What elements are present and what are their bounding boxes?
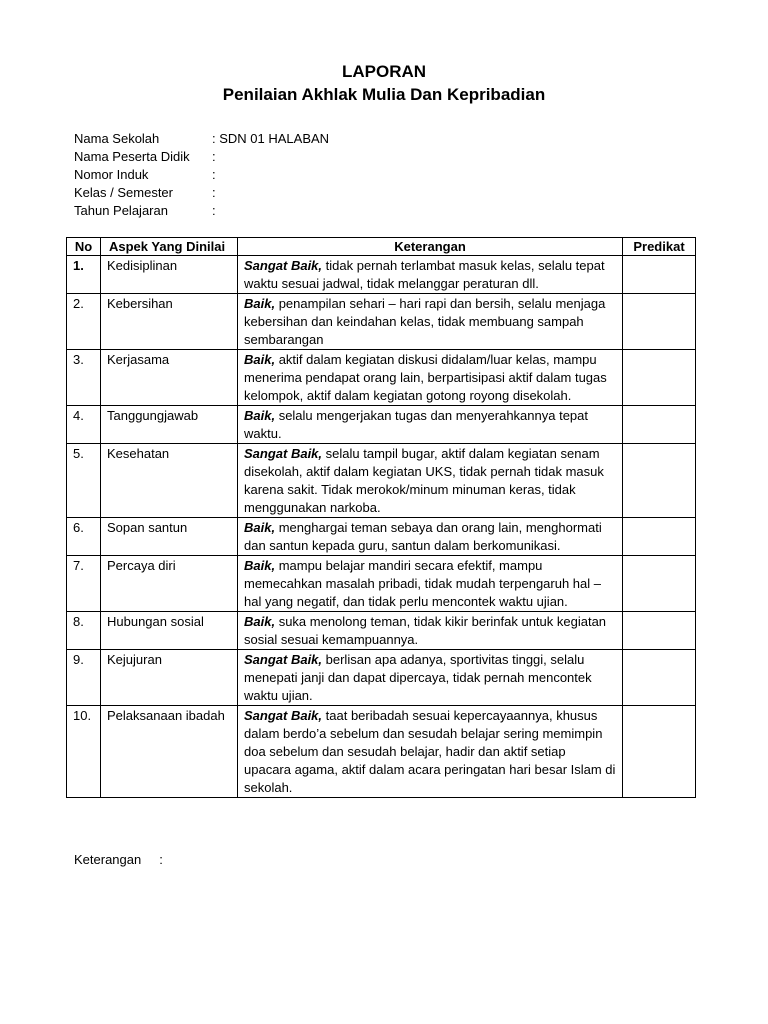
row-predikat xyxy=(623,444,696,518)
header-no: No xyxy=(67,238,101,256)
table-row xyxy=(67,650,696,706)
row-description xyxy=(238,256,623,294)
row-grade: Sangat Baik, xyxy=(244,708,323,723)
row-aspect: Percaya diri xyxy=(101,556,238,612)
row-aspect: Tanggungjawab xyxy=(101,406,238,444)
row-number: 5. xyxy=(67,444,101,518)
info-value: : xyxy=(212,185,216,200)
info-value: : SDN 01 HALABAN xyxy=(212,131,330,146)
info-row-academic-year xyxy=(74,202,329,220)
row-description xyxy=(238,350,623,406)
row-predikat xyxy=(623,556,696,612)
report-subtitle: Penilaian Akhlak Mulia Dan Kepribadian xyxy=(222,85,546,104)
row-number: 1. xyxy=(67,256,101,294)
row-description xyxy=(238,556,623,612)
row-predikat xyxy=(623,518,696,556)
row-grade: Baik, xyxy=(244,352,276,367)
table-row xyxy=(67,444,696,518)
table-row xyxy=(67,294,696,350)
row-grade: Baik, xyxy=(244,558,276,573)
row-description xyxy=(238,518,623,556)
row-description-text: taat beribadah sesuai kepercayaannya, khusus dalam berdo’a sebelum dan sesudah belajar sering memimpin doa sebelum dan sesudah belajar, hadir dan aktif setiap upacara agama, aktif dalam acara peringatan hari besar Islam di sekolah. xyxy=(244,708,616,795)
info-row-school xyxy=(74,130,329,148)
row-description-text: mampu belajar mandiri secara efektif, mampu memecahkan masalah pribadi, tidak mudah terpengaruh hal – hal yang negatif, dan tidak perlu mencontek waktu ujian. xyxy=(244,558,601,609)
row-grade: Baik, xyxy=(244,296,276,311)
row-number: 7. xyxy=(67,556,101,612)
row-predikat xyxy=(623,256,696,294)
row-predikat xyxy=(623,612,696,650)
table-row xyxy=(67,612,696,650)
row-predikat xyxy=(623,294,696,350)
info-value: : xyxy=(212,149,216,164)
row-aspect: Pelaksanaan ibadah xyxy=(101,706,238,798)
row-number: 3. xyxy=(67,350,101,406)
row-number: 4. xyxy=(67,406,101,444)
header-keterangan: Keterangan xyxy=(238,238,623,256)
row-aspect: Kebersihan xyxy=(101,294,238,350)
info-label: Nomor Induk xyxy=(74,167,149,182)
row-description-text: penampilan sehari – hari rapi dan bersih, selalu menjaga kebersihan dan keindahan kelas, tidak membuang sampah sembarangan xyxy=(244,296,606,347)
row-aspect: Sopan santun xyxy=(101,518,238,556)
row-description xyxy=(238,444,623,518)
row-number: 8. xyxy=(67,612,101,650)
row-predikat xyxy=(623,406,696,444)
row-grade: Sangat Baik, xyxy=(244,652,323,667)
row-grade: Baik, xyxy=(244,520,276,535)
row-number: 2. xyxy=(67,294,101,350)
row-grade: Baik, xyxy=(244,408,276,423)
table-row xyxy=(67,256,696,294)
info-value: : xyxy=(212,203,216,218)
table-row xyxy=(67,350,696,406)
row-predikat xyxy=(623,706,696,798)
title-block xyxy=(0,61,768,106)
row-aspect: Kesehatan xyxy=(101,444,238,518)
row-description xyxy=(238,612,623,650)
row-predikat xyxy=(623,650,696,706)
info-value: : xyxy=(212,167,216,182)
info-label: Tahun Pelajaran xyxy=(74,203,168,218)
row-description xyxy=(238,706,623,798)
info-label: Nama Peserta Didik xyxy=(74,149,190,164)
assessment-table xyxy=(66,237,696,798)
row-grade: Sangat Baik, xyxy=(244,446,323,461)
table-header-row xyxy=(67,238,696,256)
table-row xyxy=(67,556,696,612)
row-description-text: suka menolong teman, tidak kikir berinfak untuk kegiatan sosial sesuai kemampuannya. xyxy=(244,614,607,647)
table-row xyxy=(67,518,696,556)
info-row-student-id xyxy=(74,166,329,184)
row-aspect: Hubungan sosial xyxy=(101,612,238,650)
row-predikat xyxy=(623,350,696,406)
row-aspect: Kejujuran xyxy=(101,650,238,706)
row-description xyxy=(238,294,623,350)
header-aspek: Aspek Yang Dinilai xyxy=(101,238,238,256)
header-predikat: Predikat xyxy=(623,238,696,256)
row-grade: Baik, xyxy=(244,614,276,629)
report-title: LAPORAN xyxy=(341,62,427,81)
row-grade: Sangat Baik, xyxy=(244,258,323,273)
row-aspect: Kerjasama xyxy=(101,350,238,406)
row-description xyxy=(238,406,623,444)
row-description-text: selalu mengerjakan tugas dan menyerahkannya tepat waktu. xyxy=(244,408,589,441)
row-number: 6. xyxy=(67,518,101,556)
row-description xyxy=(238,650,623,706)
student-info xyxy=(74,130,329,220)
row-description-text: menghargai teman sebaya dan orang lain, menghormati dan santun kepada guru, santun dalam berkomunikasi. xyxy=(244,520,602,553)
row-number: 9. xyxy=(67,650,101,706)
table-row xyxy=(67,406,696,444)
footer-keterangan: Keterangan : xyxy=(74,852,163,867)
row-description-text: berlisan apa adanya, sportivitas tinggi, selalu menepati janji dan dapat dipercaya, tidak pernah mencontek waktu ujian. xyxy=(244,652,592,703)
row-description-text: selalu tampil bugar, aktif dalam kegiatan senam disekolah, aktif dalam kegiatan UKS, tidak pernah tidak masuk karena sakit. Tidak merokok/minum minuman keras, tidak menggunakan narkoba. xyxy=(244,446,604,515)
info-label: Nama Sekolah xyxy=(74,131,160,146)
table-row xyxy=(67,706,696,798)
info-label: Kelas / Semester xyxy=(74,185,173,200)
row-number: 10. xyxy=(67,706,101,798)
row-aspect: Kedisiplinan xyxy=(101,256,238,294)
info-row-class-semester xyxy=(74,184,329,202)
info-row-student-name xyxy=(74,148,329,166)
row-description-text: aktif dalam kegiatan diskusi didalam/luar kelas, mampu menerima pendapat orang lain, berpartisipasi aktif dalam tugas kelompok, aktif dalam kegiatan gotong royong disekolah. xyxy=(244,352,607,403)
row-description-text: tidak pernah terlambat masuk kelas, selalu tepat waktu sesuai jadwal, tidak melanggar peraturan dll. xyxy=(244,258,605,291)
